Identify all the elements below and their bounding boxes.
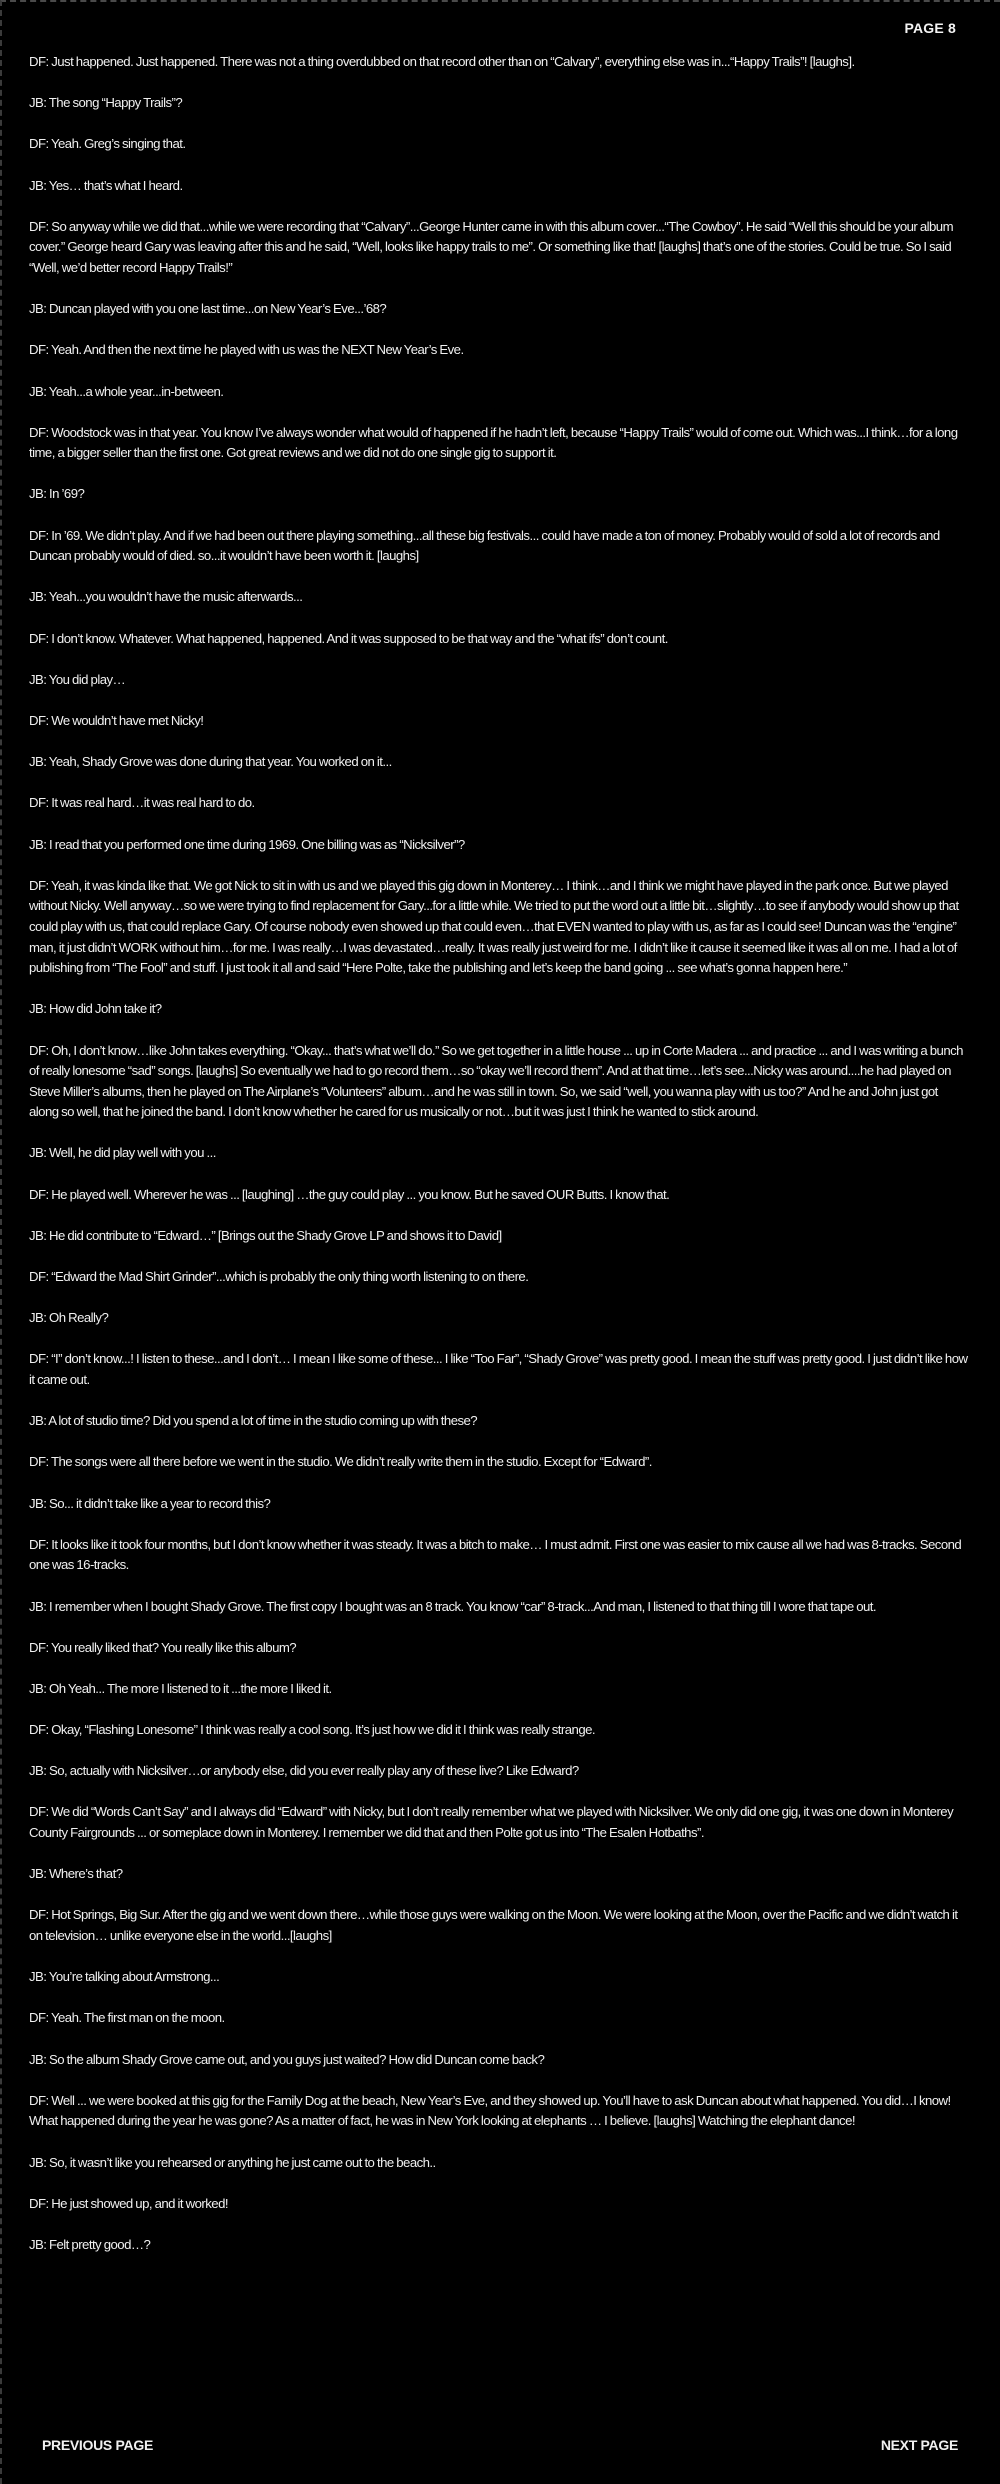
interviewee-answer: DF: Okay, “Flashing Lonesome” I think was really a cool song. It’s just how we did it I think was really strange. — [29, 1722, 595, 1738]
interviewer-question: JB: I read that you performed one time during 1969. One billing was as “Nicksilver”? — [29, 836, 465, 852]
interviewee-answer: DF: It looks like it took four months, but I don’t know whether it was steady. It was a bitch to make… I must admit. First one was easier to mix cause all we had was 8-tracks. Second one was 16-tracks. — [29, 1536, 962, 1573]
interviewer-question: JB: So... it didn’t take like a year to record this? — [29, 1495, 271, 1511]
interviewer-question: JB: Oh Really? — [29, 1310, 109, 1326]
interviewee-answer: DF: Oh, I don’t know…like John takes everything. “Okay... that’s what we’ll do.” So we get together in a little house ... up in Corte Madera ... and practice ... and I was writing a bunch of really lonesome “sad” songs. [laughs] So eventually we had to go record them…so “okay we’ll record them”. And at that time…let’s see...Nicky was around....he had played on Steve Miller’s albums, then he played on The Airplane’s “Volunteers” album…and he was still in town. So, we said “well, you wanna play with us too?” And he and John just got along so well, that he joined the band. I don’t know whether he cared for us musically or not…but it was just I think he wanted to stick around. — [29, 1042, 963, 1120]
previous-page-link[interactable]: PREVIOUS PAGE — [42, 2437, 153, 2453]
interviewer-question: JB: How did John take it? — [29, 1001, 162, 1017]
interviewee-answer: DF: We did “Words Can’t Say” and I always did “Edward” with Nicky, but I don’t really remember what we played with Nicksilver. We only did one gig, it was one down in Monterey County Fairgrounds ... or someplace down in Monterey. I remember we did that and then Polte got us into “The Esalen Hotbaths”. — [29, 1804, 954, 1841]
interviewer-question: JB: Well, he did play well with you ... — [29, 1145, 216, 1161]
interviewer-question: JB: Felt pretty good…? — [29, 2236, 151, 2252]
interviewer-question: JB: Yes… that’s what I heard. — [29, 177, 183, 193]
interviewee-answer: DF: He played well. Wherever he was ... [laughing] …the guy could play ... you know. But he saved OUR Butts. I know that. — [29, 1186, 670, 1202]
interviewee-answer: DF: I don’t know. Whatever. What happened, happened. And it was supposed to be that way and the “what ifs” don’t count. — [29, 630, 668, 646]
interviewer-question: JB: In ’69? — [29, 486, 85, 502]
interviewee-answer: DF: Hot Springs, Big Sur. After the gig and we went down there…while those guys were walking on the Moon. We were looking at the Moon, over the Pacific and we didn’t watch it on television… unlike everyone else in the world...[laughs] — [29, 1907, 958, 1944]
interview-transcript — [29, 52, 969, 2276]
interviewer-question: JB: Yeah...you wouldn’t have the music afterwards... — [29, 589, 303, 605]
interviewee-answer: DF: You really liked that? You really like this album? — [29, 1639, 297, 1655]
interviewee-answer: DF: Just happened. Just happened. There was not a thing overdubbed on that record other than on “Calvary”, everything else was in...“Happy Trails”! [laughs]. — [29, 54, 855, 69]
interviewer-question: JB: Oh Yeah... The more I listened to it ...the more I liked it. — [29, 1680, 332, 1696]
interviewee-answer: DF: Well ... we were booked at this gig for the Family Dog at the beach, New Year’s Eve, and they showed up. You’ll have to ask Duncan about what happened. You did…I know! What happened during the year he was gone? As a matter of fact, he was in New York looking at elephants … I believe. [laughs] Watching the elephant dance! — [29, 2092, 951, 2129]
interviewee-answer: DF: The songs were all there before we went in the studio. We didn’t really write them in the studio. Except for “Edward”. — [29, 1454, 652, 1470]
interviewee-answer: DF: So anyway while we did that...while we were recording that “Calvary”...George Hunter came in with this album cover...“The Cowboy”. He said “Well this should be your album cover.” George heard Gary was leaving after this and he said, “Well, looks like happy trails to me”. Or something like that! [laughs] that’s one of the stories. Could be true. So I said “Well, we’d better record Happy Trails!” — [29, 218, 954, 275]
interviewer-question: JB: So, it wasn’t like you rehearsed or anything he just came out to the beach.. — [29, 2154, 436, 2170]
page-number: PAGE 8 — [904, 20, 956, 36]
interviewer-question: JB: Where’s that? — [29, 1866, 123, 1882]
interviewee-answer: DF: Yeah. Greg’s singing that. — [29, 136, 186, 152]
interviewee-answer: DF: Yeah, it was kinda like that. We got Nick to sit in with us and we played this gig down in Monterey… I think…and I think we might have played in the park once. But we played without Nicky. Well anyway…so we were trying to find replacement for Gary...for a little while. We tried to put the word out a little bit…slightly…to see if anybody would show up that could play with us, that could replace Gary. Of course nobody even showed up that could even…that EVEN wanted to play with us, as far as I could see! Duncan was the “engine” man, it just didn’t WORK without him…for me. I was really…I was devastated…really. It was really just weird for me. I didn’t like it cause it seemed like it was all on me. I had a lot of publishing from “The Fool” and stuff. I just took it all and said “Here Polte, take the publishing and let’s keep the band going ... see what’s gonna happen here.” — [29, 877, 959, 976]
interviewer-question: JB: The song “Happy Trails”? — [29, 95, 183, 111]
interviewee-answer: DF: Woodstock was in that year. You know I’ve always wonder what would of happened if he hadn’t left, because “Happy Trails” would of come out. Which was...I think…for a long time, a bigger seller than the first one. Got great reviews and we did not do one single gig to support it. — [29, 424, 958, 461]
interviewer-question: JB: So, actually with Nicksilver…or anybody else, did you ever really play any of these live? Like Edward? — [29, 1763, 579, 1779]
interviewee-answer: DF: In ’69. We didn’t play. And if we had been out there playing something...all these big festivals... could have made a ton of money. Probably would of sold a lot of records and Duncan probably would of died. so...it wouldn’t have been worth it. [laughs] — [29, 527, 940, 564]
interviewee-answer: DF: “I” don’t know...! I listen to these...and I don’t… I mean I like some of these... I like “Too Far”, “Shady Grove” was pretty good. I mean the stuff was pretty good. I just didn’t like how it came out. — [29, 1351, 968, 1387]
interviewee-answer: DF: Yeah. The first man on the moon. — [29, 2010, 225, 2026]
page-navigation — [2, 2437, 1000, 2461]
interviewee-answer: DF: “Edward the Mad Shirt Grinder”...which is probably the only thing worth listening to on there. — [29, 1269, 529, 1285]
interviewee-answer: DF: He just showed up, and it worked! — [29, 2195, 228, 2211]
interviewer-question: JB: Yeah...a whole year...in-between. — [29, 383, 224, 399]
interviewee-answer: DF: It was real hard…it was real hard to do. — [29, 795, 255, 811]
interviewer-question: JB: You did play… — [29, 671, 126, 687]
next-page-link[interactable]: NEXT PAGE — [880, 2437, 958, 2453]
interviewer-question: JB: A lot of studio time? Did you spend a lot of time in the studio coming up with these? — [29, 1413, 478, 1429]
interviewee-answer: DF: We wouldn’t have met Nicky! — [29, 713, 204, 728]
interviewer-question: JB: He did contribute to “Edward…” [Brings out the Shady Grove LP and shows it to David] — [29, 1227, 502, 1243]
interviewer-question: JB: I remember when I bought Shady Grove. The first copy I bought was an 8 track. You know “car” 8-track...And man, I listened to that thing till I wore that tape out. — [29, 1598, 877, 1614]
interviewee-answer: DF: Yeah. And then the next time he played with us was the NEXT New Year’s Eve. — [29, 342, 464, 358]
interviewer-question: JB: Duncan played with you one last time...on New Year’s Eve...’68? — [29, 301, 387, 317]
interviewer-question: JB: You’re talking about Armstrong... — [29, 1969, 220, 1985]
interviewer-question: JB: So the album Shady Grove came out, and you guys just waited? How did Duncan come back? — [29, 2051, 545, 2067]
interviewer-question: JB: Yeah, Shady Grove was done during that year. You worked on it... — [29, 754, 392, 770]
